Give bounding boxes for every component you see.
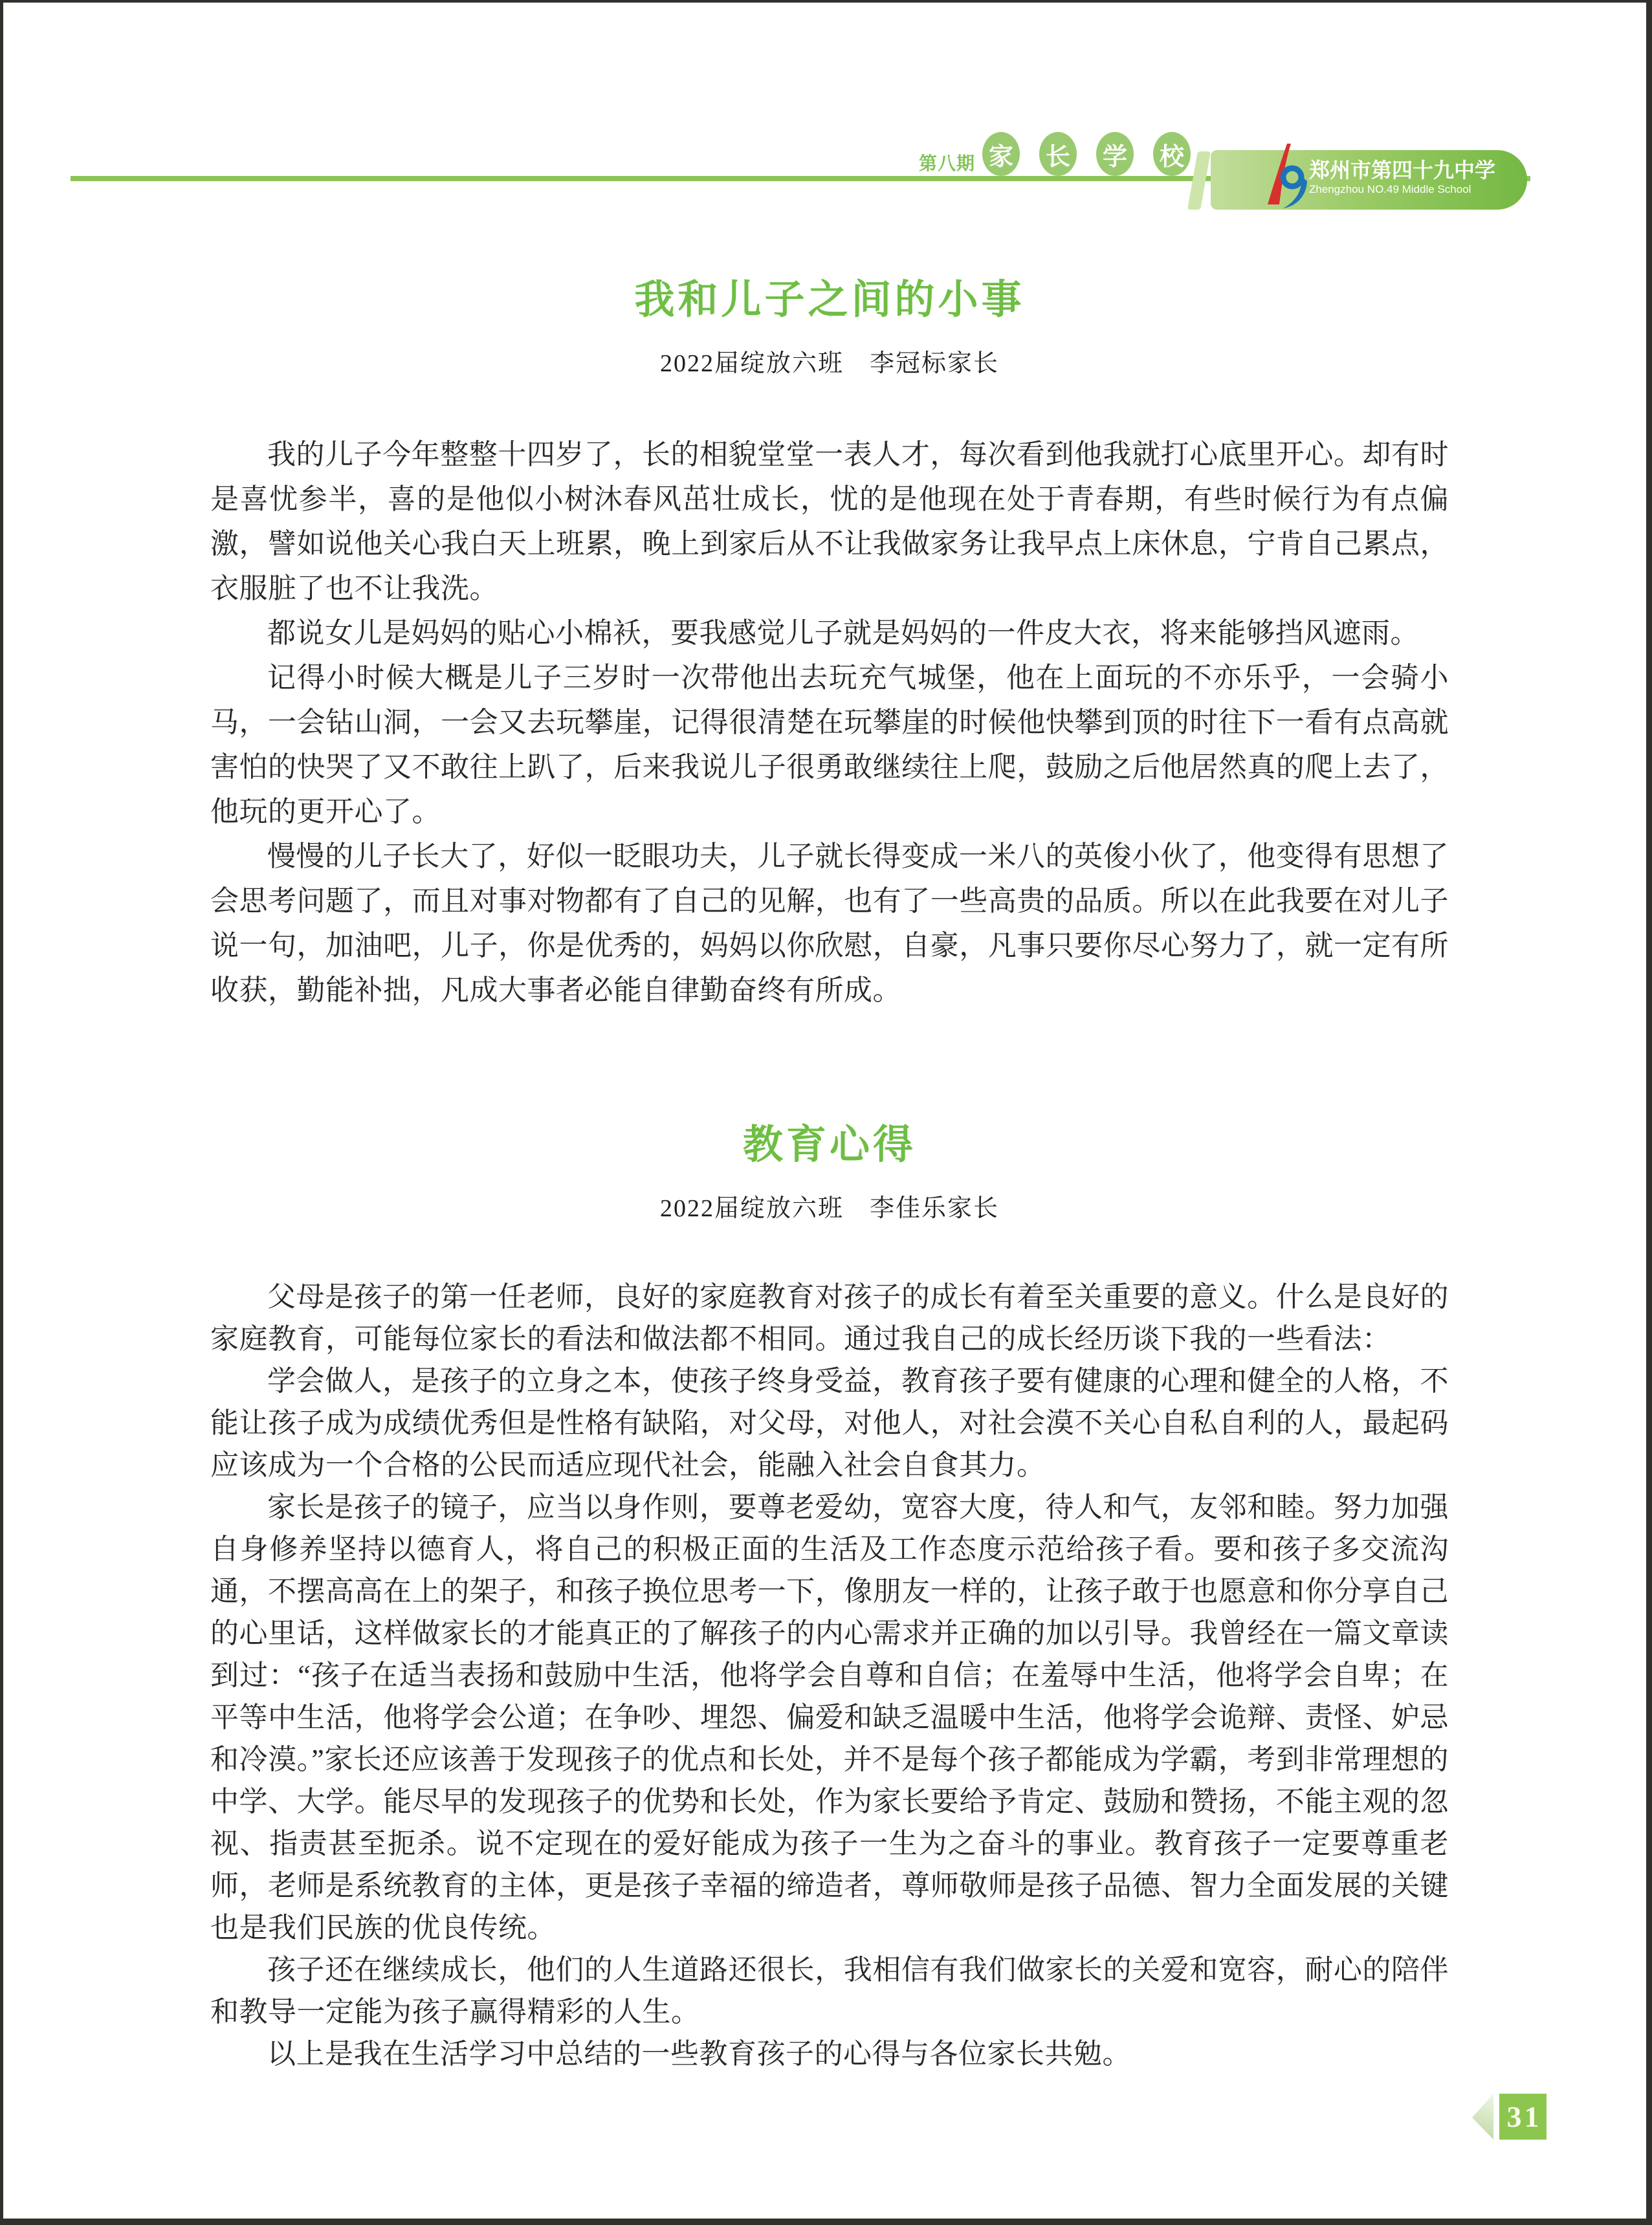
paragraph: 我的儿子今年整整十四岁了，长的相貌堂堂一表人才，每次看到他我就打心底里开心。却有时是喜忧参半，喜的是他似小树沐春风茁壮成长，忧的是他现在处于青春期，有些时候行为有点偏激，譬如说他关心我白天上班累，晚上到家后从不让我做家务让我早点上床休息，宁肯自己累点，衣服脏了也不让我洗。 (210, 439, 1449, 604)
page-number-badge: 31 (1499, 2094, 1547, 2140)
badge-xue: 学 (1096, 132, 1134, 176)
badge-jia: 家 (982, 132, 1020, 176)
paragraph: 都说女儿是妈妈的贴心小棉袄，要我感觉儿子就是妈妈的一件皮大衣，将来能够挡风遮雨。 (267, 617, 1419, 649)
badge-xiao: 校 (1153, 132, 1191, 176)
issue-label: 第八期 (919, 153, 976, 173)
article-1 (210, 268, 1449, 1013)
paragraph: 父母是孩子的第一任老师，良好的家庭教育对孩子的成长有着至关重要的意义。什么是良好的家庭教育，可能每位家长的看法和做法都不相同。通过我自己的成长经历谈下我的一些看法： (210, 1281, 1449, 1355)
left-triangle-icon (1472, 2094, 1493, 2140)
paragraph: 学会做人，是孩子的立身之本，使孩子终身受益，教育孩子要有健康的心理和健全的人格，不能让孩子成为成绩优秀但是性格有缺陷，对父母，对他人，对社会漠不关心自私自利的人，最起码应该成为一个合格的公民而适应现代社会，能融入社会自食其力。 (210, 1365, 1449, 1481)
school-name-en: Zhengzhou NO.49 Middle School (1309, 183, 1471, 195)
paragraph: 慢慢的儿子长大了，好似一眨眼功夫，儿子就长得变成一米八的英俊小伙了，他变得有思想了会思考问题了，而且对事对物都有了自己的见解，也有了一些高贵的品质。所以在此我要在对儿子说一句，加油吧，儿子，你是优秀的，妈妈以你欣慰，自豪，凡事只要你尽心努力了，就一定有所收获，勤能补拙，凡成大事者必能自律勤奋终有所成。 (210, 840, 1449, 1006)
article-1-body (210, 432, 1449, 1013)
article-1-title: 我和儿子之间的小事 (634, 278, 1025, 322)
paragraph: 孩子还在继续成长，他们的人生道路还很长，我相信有我们做家长的关爱和宽容，耐心的陪伴和教导一定能为孩子赢得精彩的人生。 (210, 1954, 1449, 2028)
page-number-block (1472, 2094, 1547, 2140)
paragraph: 以上是我在生活学习中总结的一些教育孩子的心得与各位家长共勉。 (267, 2038, 1131, 2070)
paragraph: 记得小时候大概是儿子三岁时一次带他出去玩充气城堡，他在上面玩的不亦乐乎，一会骑小马，一会钻山洞，一会又去玩攀崖，记得很清楚在玩攀崖的时候他快攀到顶的时往下一看有点高就害怕的快哭了又不敢往上趴了，后来我说儿子很勇敢继续往上爬，鼓励之后他居然真的爬上去了，他玩的更开心了。 (210, 662, 1449, 828)
page-content (3, 3, 1646, 2075)
article-2-title: 教育心得 (742, 1123, 916, 1167)
article-2 (210, 1113, 1449, 2075)
article-2-body (210, 1276, 1449, 2075)
page (3, 3, 1646, 2219)
article-1-byline: 2022届绽放六班 李冠标家长 (659, 350, 999, 377)
school-name-cn: 郑州市第四十九中学 (1309, 159, 1496, 182)
article-2-byline: 2022届绽放六班 李佳乐家长 (659, 1195, 999, 1222)
paragraph: 家长是孩子的镜子，应当以身作则，要尊老爱幼，宽容大度，待人和气，友邻和睦。努力加强自身修养坚持以德育人，将自己的积极正面的生活及工作态度示范给孩子看。要和孩子多交流沟通，不摆高高在上的架子，和孩子换位思考一下，像朋友一样的，让孩子敢于也愿意和你分享自己的心里话，这样做家长的才能真正的了解孩子的内心需求并正确的加以引导。我曾经在一篇文章读到过：“孩子在适当表扬和鼓励中生活，他将学会自尊和自信；在羞辱中生活，他将学会自卑；在平等中生活，他将学会公道；在争吵、埋怨、偏爱和缺乏温暖中生活，他将学会诡辩、责怪、妒忌和冷漠。”家长还应该善于发现孩子的优点和长处，并不是每个孩子都能成为学霸，考到非常理想的中学、大学。能尽早的发现孩子的优势和长处，作为家长要给予肯定、鼓励和赞扬，不能主观的忽视、指责甚至扼杀。说不定现在的爱好能成为孩子一生为之奋斗的事业。教育孩子一定要尊重老师，老师是系统教育的主体，更是孩子幸福的缔造者，尊师敬师是孩子品德、智力全面发展的关键也是我们民族的优良传统。 (210, 1491, 1449, 1944)
badge-zhang: 长 (1039, 132, 1077, 176)
